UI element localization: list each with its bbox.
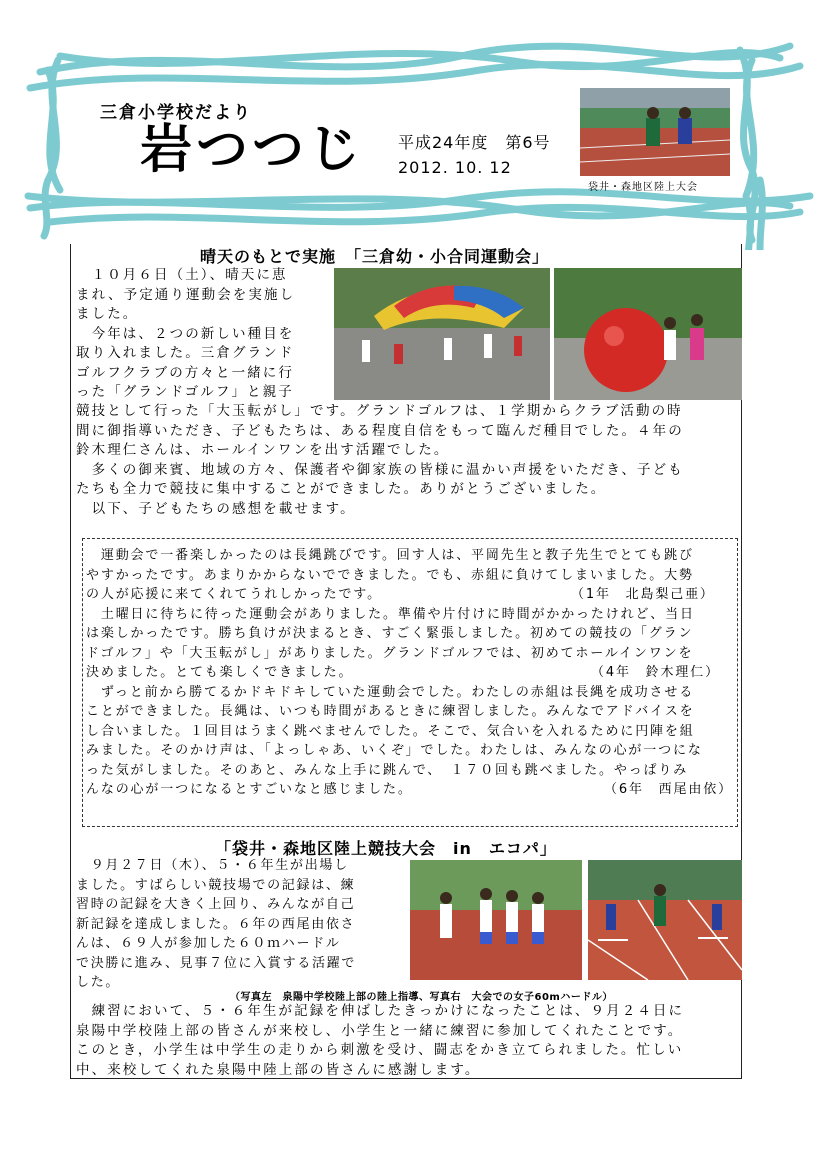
text-line: 今年は、２つの新しい種目を	[76, 325, 295, 342]
section1-intro	[76, 266, 326, 403]
text-line: 以下、子どもたちの感想を載せます。	[76, 500, 356, 517]
section1-title: 晴天のもとで実施 「三倉幼・小合同運動会」	[200, 247, 550, 266]
text-line: ました。すばらしい競技場での記録は、練	[76, 877, 356, 893]
text-line: 間に御指導いただき、子どもたちは、ある程度自信をもって臨んだ種目でした。４年の	[76, 422, 684, 439]
text-line: ゴルフクラブの方々と一緒に行	[76, 364, 294, 381]
text-line: 取り入れました。三倉グランド	[76, 345, 295, 361]
text-line: は楽しかったです。勝ち負けが決まるとき、すごく緊張しました。初めての競技の「グラン	[86, 626, 694, 641]
text-line: し合いました。１回目はうまく跳べませんでした。そこで、気合いを入れるために円陣を組	[86, 723, 695, 739]
parachute-game-photo	[334, 268, 550, 400]
text-line: やすかったです。あまりかからないでできました。でも、赤組に負けてしまいました。大勢	[86, 567, 694, 583]
text-line: みました。そのかけ声は、「よっしゃあ、いくぞ」でした。わたしは、みんなの心が一つにな	[86, 743, 703, 758]
text-line: 練習において、５・６年生が記録を伸ばしたきっかけになったことは、９月２４日に	[76, 1003, 685, 1019]
track-meet-photo	[580, 88, 730, 176]
text-line: ことができました。長縄は、いつも時間があるときに練習しました。みんなでアドバイスを	[86, 704, 695, 719]
text-line: った気がしました。そのあと、みんな上手に跳んで、 １７０回も跳べました。やっぱりみ	[86, 762, 689, 778]
practice-photo	[410, 860, 582, 980]
text-line: 中、来校してくれた泉陽中陸上部の皆さんに感謝します。	[76, 1061, 481, 1078]
newsletter-title: 岩つつじ	[140, 120, 365, 180]
text-line: の人が応援に来てくれてうれしかったです。	[86, 587, 382, 602]
text-line: 決めました。とても楽しくできました。	[86, 665, 354, 680]
text-line: 泉陽中学校陸上部の皆さんが来校し、小学生と一緒に練習に参加してくれたことです。	[76, 1022, 684, 1039]
section2-title: 「袋井・森地区陸上競技大会 in エコパ」	[215, 839, 557, 858]
text-line: 新記録を達成しました。６年の西尾由依さ	[76, 916, 356, 932]
text-line: ずっと前から勝てるかドキドキしていた運動会でした。わたしの赤組は長縄を成功させる	[86, 684, 695, 700]
text-line: 土曜日に待ちに待った運動会がありました。準備や片付けに時間がかかったけれど、当日	[86, 606, 695, 622]
text-line: １０月６日（土）、晴天に恵	[76, 267, 288, 283]
text-line: 競技として行った「大玉転がし」です。グランドゴルフは、１学期からクラブ活動の時	[76, 403, 683, 419]
section2-intro	[76, 856, 416, 993]
text-line: した。	[76, 975, 121, 990]
text-line: んなの心が一つになるとすごいなと感じました。	[86, 782, 413, 797]
text-line: 多くの御来賓、地域の方々、保護者や御家族の皆様に温かい声援をいただき、子ども	[76, 461, 684, 478]
text-line: 習時の記録を大きく上回り、みんなが自己	[76, 897, 356, 912]
header-photo-caption: 袋井・森地区陸上大会	[588, 182, 698, 193]
impressions-text	[86, 546, 736, 800]
text-line: で決勝に進み、見事７位に入賞する活躍で	[76, 955, 357, 971]
text-line: んは、６９人が参加した６０ｍハードル	[76, 936, 341, 951]
text-line: たちも全力で競技に集中することができました。ありがとうございました。	[76, 481, 607, 497]
school-name: 三倉小学校だより	[100, 103, 252, 123]
hurdles-photo	[588, 860, 742, 980]
text-line: このとき，小学生は中学生の走りから刺激を受け、闘志をかき立てられました。忙しい	[76, 1042, 684, 1058]
text-line: 鈴木理仁さんは、ホールインワンを出す活躍でした。	[76, 442, 450, 458]
big-ball-photo	[554, 268, 742, 400]
issue-number: 平成24年度 第6号	[398, 133, 551, 152]
section1-body	[76, 402, 746, 519]
author: （6年 西尾由依）	[604, 782, 733, 797]
text-line: った「グランドゴルフ」と親子	[76, 384, 294, 400]
text-line: ました。	[76, 306, 139, 322]
author: （4年 鈴木理仁）	[591, 665, 720, 680]
text-line: ドゴルフ」や「大玉転がし」がありました。グランドゴルフでは、初めてホールインワンを	[86, 645, 694, 661]
text-line: まれ、予定通り運動会を実施し	[76, 286, 296, 303]
author: （1年 北島梨己亜）	[571, 587, 715, 602]
section2-body	[76, 1002, 746, 1080]
issue-date: 2012. 10. 12	[398, 158, 512, 177]
text-line: 運動会で一番楽しかったのは長縄跳びです。回す人は、平岡先生と教子先生でとても跳び	[86, 548, 694, 563]
section2-photo-caption: （写真左 泉陽中学校陸上部の陸上指導、写真右 大会での女子60mハードル）	[230, 992, 613, 1003]
text-line: ９月２７日（木）、５・６年生が出場し	[76, 858, 349, 873]
